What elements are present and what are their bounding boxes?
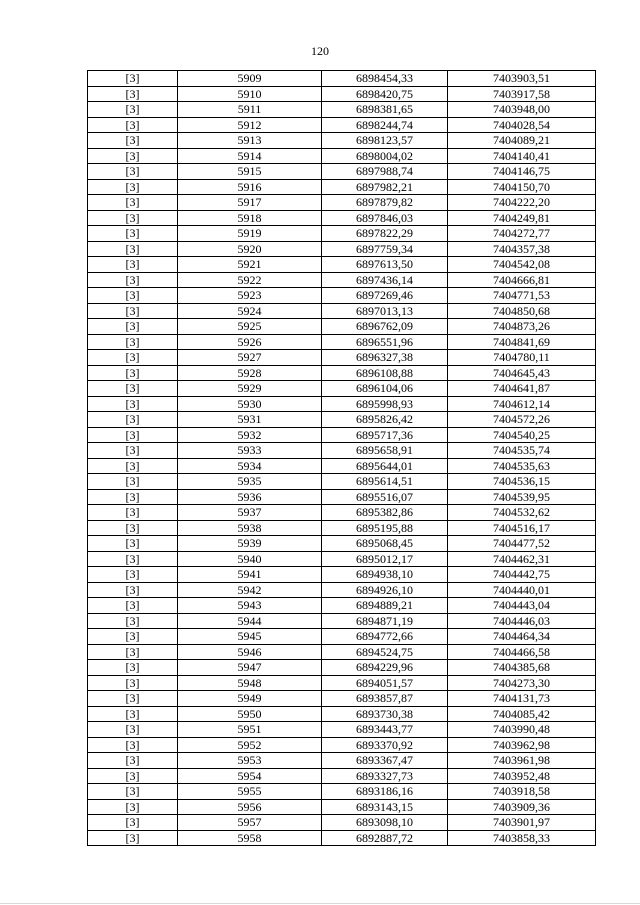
table-row — [88, 536, 596, 552]
y-coordinate-cell: 7404850,68 — [448, 303, 596, 319]
y-coordinate-cell: 7404464,34 — [448, 629, 596, 645]
table-row — [88, 117, 596, 133]
reference-cell: [3] — [88, 722, 178, 738]
point-number-cell: 5940 — [178, 551, 322, 567]
reference-cell: [3] — [88, 179, 178, 195]
x-coordinate-cell: 6897822,29 — [322, 226, 448, 242]
x-coordinate-cell: 6893443,77 — [322, 722, 448, 738]
y-coordinate-cell: 7404771,53 — [448, 288, 596, 304]
table-row — [88, 102, 596, 118]
reference-cell: [3] — [88, 784, 178, 800]
reference-cell: [3] — [88, 257, 178, 273]
x-coordinate-cell: 6896108,88 — [322, 365, 448, 381]
point-number-cell: 5939 — [178, 536, 322, 552]
point-number-cell: 5935 — [178, 474, 322, 490]
reference-cell: [3] — [88, 381, 178, 397]
y-coordinate-cell: 7404539,95 — [448, 489, 596, 505]
y-coordinate-cell: 7403948,00 — [448, 102, 596, 118]
y-coordinate-cell: 7404572,26 — [448, 412, 596, 428]
x-coordinate-cell: 6894524,75 — [322, 644, 448, 660]
x-coordinate-cell: 6894051,57 — [322, 675, 448, 691]
y-coordinate-cell: 7404645,43 — [448, 365, 596, 381]
reference-cell: [3] — [88, 396, 178, 412]
coordinates-table-body — [88, 71, 596, 846]
table-row — [88, 288, 596, 304]
table-row — [88, 319, 596, 335]
y-coordinate-cell: 7404841,69 — [448, 334, 596, 350]
table-row — [88, 195, 596, 211]
table-row — [88, 505, 596, 521]
y-coordinate-cell: 7404272,77 — [448, 226, 596, 242]
x-coordinate-cell: 6897982,21 — [322, 179, 448, 195]
point-number-cell: 5945 — [178, 629, 322, 645]
x-coordinate-cell: 6895998,93 — [322, 396, 448, 412]
coordinates-table — [87, 70, 596, 846]
point-number-cell: 5910 — [178, 86, 322, 102]
table-row — [88, 272, 596, 288]
x-coordinate-cell: 6895826,42 — [322, 412, 448, 428]
reference-cell: [3] — [88, 427, 178, 443]
y-coordinate-cell: 7403901,97 — [448, 815, 596, 831]
y-coordinate-cell: 7404641,87 — [448, 381, 596, 397]
reference-cell: [3] — [88, 334, 178, 350]
y-coordinate-cell: 7403962,98 — [448, 737, 596, 753]
point-number-cell: 5954 — [178, 768, 322, 784]
point-number-cell: 5928 — [178, 365, 322, 381]
point-number-cell: 5920 — [178, 241, 322, 257]
y-coordinate-cell: 7404532,62 — [448, 505, 596, 521]
x-coordinate-cell: 6895382,86 — [322, 505, 448, 521]
x-coordinate-cell: 6893730,38 — [322, 706, 448, 722]
y-coordinate-cell: 7404089,21 — [448, 133, 596, 149]
point-number-cell: 5953 — [178, 753, 322, 769]
table-row — [88, 660, 596, 676]
reference-cell: [3] — [88, 226, 178, 242]
x-coordinate-cell: 6894926,10 — [322, 582, 448, 598]
x-coordinate-cell: 6895614,51 — [322, 474, 448, 490]
x-coordinate-cell: 6893370,92 — [322, 737, 448, 753]
x-coordinate-cell: 6898420,75 — [322, 86, 448, 102]
y-coordinate-cell: 7404140,41 — [448, 148, 596, 164]
x-coordinate-cell: 6895516,07 — [322, 489, 448, 505]
point-number-cell: 5943 — [178, 598, 322, 614]
x-coordinate-cell: 6895717,36 — [322, 427, 448, 443]
table-row — [88, 815, 596, 831]
point-number-cell: 5925 — [178, 319, 322, 335]
table-row — [88, 582, 596, 598]
reference-cell: [3] — [88, 443, 178, 459]
x-coordinate-cell: 6896762,09 — [322, 319, 448, 335]
reference-cell: [3] — [88, 303, 178, 319]
x-coordinate-cell: 6895068,45 — [322, 536, 448, 552]
y-coordinate-cell: 7403990,48 — [448, 722, 596, 738]
reference-cell: [3] — [88, 86, 178, 102]
point-number-cell: 5932 — [178, 427, 322, 443]
table-row — [88, 303, 596, 319]
point-number-cell: 5942 — [178, 582, 322, 598]
table-row — [88, 71, 596, 87]
reference-cell: [3] — [88, 210, 178, 226]
y-coordinate-cell: 7404780,11 — [448, 350, 596, 366]
reference-cell: [3] — [88, 133, 178, 149]
point-number-cell: 5938 — [178, 520, 322, 536]
reference-cell: [3] — [88, 412, 178, 428]
point-number-cell: 5946 — [178, 644, 322, 660]
reference-cell: [3] — [88, 458, 178, 474]
x-coordinate-cell: 6893367,47 — [322, 753, 448, 769]
table-row — [88, 334, 596, 350]
x-coordinate-cell: 6893098,10 — [322, 815, 448, 831]
x-coordinate-cell: 6897988,74 — [322, 164, 448, 180]
point-number-cell: 5912 — [178, 117, 322, 133]
reference-cell: [3] — [88, 536, 178, 552]
x-coordinate-cell: 6897879,82 — [322, 195, 448, 211]
y-coordinate-cell: 7404477,52 — [448, 536, 596, 552]
table-row — [88, 458, 596, 474]
y-coordinate-cell: 7404222,20 — [448, 195, 596, 211]
reference-cell: [3] — [88, 660, 178, 676]
page-number: 120 — [311, 44, 329, 58]
reference-cell: [3] — [88, 768, 178, 784]
x-coordinate-cell: 6898454,33 — [322, 71, 448, 87]
x-coordinate-cell: 6893327,73 — [322, 768, 448, 784]
reference-cell: [3] — [88, 567, 178, 583]
point-number-cell: 5927 — [178, 350, 322, 366]
x-coordinate-cell: 6898123,57 — [322, 133, 448, 149]
table-row — [88, 210, 596, 226]
x-coordinate-cell: 6897013,13 — [322, 303, 448, 319]
x-coordinate-cell: 6897436,14 — [322, 272, 448, 288]
table-row — [88, 257, 596, 273]
table-row — [88, 133, 596, 149]
x-coordinate-cell: 6897269,46 — [322, 288, 448, 304]
y-coordinate-cell: 7404462,31 — [448, 551, 596, 567]
x-coordinate-cell: 6898244,74 — [322, 117, 448, 133]
y-coordinate-cell: 7404612,14 — [448, 396, 596, 412]
point-number-cell: 5913 — [178, 133, 322, 149]
y-coordinate-cell: 7404385,68 — [448, 660, 596, 676]
point-number-cell: 5958 — [178, 830, 322, 846]
reference-cell: [3] — [88, 365, 178, 381]
x-coordinate-cell: 6897613,50 — [322, 257, 448, 273]
reference-cell: [3] — [88, 350, 178, 366]
page-bottom-edge — [0, 903, 640, 904]
table-row — [88, 412, 596, 428]
reference-cell: [3] — [88, 489, 178, 505]
x-coordinate-cell: 6892887,72 — [322, 830, 448, 846]
reference-cell: [3] — [88, 598, 178, 614]
point-number-cell: 5909 — [178, 71, 322, 87]
x-coordinate-cell: 6895195,88 — [322, 520, 448, 536]
reference-cell: [3] — [88, 102, 178, 118]
reference-cell: [3] — [88, 799, 178, 815]
x-coordinate-cell: 6897759,34 — [322, 241, 448, 257]
table-row — [88, 179, 596, 195]
table-row — [88, 706, 596, 722]
point-number-cell: 5931 — [178, 412, 322, 428]
point-number-cell: 5919 — [178, 226, 322, 242]
y-coordinate-cell: 7404443,04 — [448, 598, 596, 614]
reference-cell: [3] — [88, 474, 178, 490]
y-coordinate-cell: 7403917,58 — [448, 86, 596, 102]
reference-cell: [3] — [88, 164, 178, 180]
table-row — [88, 474, 596, 490]
x-coordinate-cell: 6896327,38 — [322, 350, 448, 366]
x-coordinate-cell: 6894889,21 — [322, 598, 448, 614]
table-row — [88, 164, 596, 180]
point-number-cell: 5951 — [178, 722, 322, 738]
y-coordinate-cell: 7404466,58 — [448, 644, 596, 660]
x-coordinate-cell: 6894229,96 — [322, 660, 448, 676]
x-coordinate-cell: 6897846,03 — [322, 210, 448, 226]
table-row — [88, 675, 596, 691]
table-row — [88, 489, 596, 505]
y-coordinate-cell: 7404535,63 — [448, 458, 596, 474]
reference-cell: [3] — [88, 520, 178, 536]
x-coordinate-cell: 6893186,16 — [322, 784, 448, 800]
x-coordinate-cell: 6893857,87 — [322, 691, 448, 707]
reference-cell: [3] — [88, 675, 178, 691]
x-coordinate-cell: 6898004,02 — [322, 148, 448, 164]
table-row — [88, 613, 596, 629]
y-coordinate-cell: 7403909,36 — [448, 799, 596, 815]
reference-cell: [3] — [88, 288, 178, 304]
point-number-cell: 5952 — [178, 737, 322, 753]
table-row — [88, 520, 596, 536]
y-coordinate-cell: 7404249,81 — [448, 210, 596, 226]
table-row — [88, 443, 596, 459]
point-number-cell: 5948 — [178, 675, 322, 691]
table-row — [88, 396, 596, 412]
y-coordinate-cell: 7404273,30 — [448, 675, 596, 691]
x-coordinate-cell: 6894871,19 — [322, 613, 448, 629]
table-row — [88, 226, 596, 242]
y-coordinate-cell: 7403903,51 — [448, 71, 596, 87]
reference-cell: [3] — [88, 319, 178, 335]
point-number-cell: 5918 — [178, 210, 322, 226]
table-row — [88, 567, 596, 583]
x-coordinate-cell: 6895644,01 — [322, 458, 448, 474]
x-coordinate-cell: 6896551,96 — [322, 334, 448, 350]
y-coordinate-cell: 7404442,75 — [448, 567, 596, 583]
y-coordinate-cell: 7404536,15 — [448, 474, 596, 490]
y-coordinate-cell: 7404542,08 — [448, 257, 596, 273]
x-coordinate-cell: 6895012,17 — [322, 551, 448, 567]
reference-cell: [3] — [88, 241, 178, 257]
point-number-cell: 5947 — [178, 660, 322, 676]
reference-cell: [3] — [88, 815, 178, 831]
table-row — [88, 551, 596, 567]
table-row — [88, 722, 596, 738]
reference-cell: [3] — [88, 644, 178, 660]
point-number-cell: 5941 — [178, 567, 322, 583]
table-row — [88, 598, 596, 614]
reference-cell: [3] — [88, 830, 178, 846]
y-coordinate-cell: 7404535,74 — [448, 443, 596, 459]
point-number-cell: 5926 — [178, 334, 322, 350]
point-number-cell: 5917 — [178, 195, 322, 211]
point-number-cell: 5915 — [178, 164, 322, 180]
y-coordinate-cell: 7404540,25 — [448, 427, 596, 443]
table-row — [88, 365, 596, 381]
reference-cell: [3] — [88, 706, 178, 722]
y-coordinate-cell: 7404146,75 — [448, 164, 596, 180]
point-number-cell: 5934 — [178, 458, 322, 474]
reference-cell: [3] — [88, 71, 178, 87]
y-coordinate-cell: 7404357,38 — [448, 241, 596, 257]
point-number-cell: 5914 — [178, 148, 322, 164]
y-coordinate-cell: 7403961,98 — [448, 753, 596, 769]
x-coordinate-cell: 6898381,65 — [322, 102, 448, 118]
y-coordinate-cell: 7404516,17 — [448, 520, 596, 536]
point-number-cell: 5944 — [178, 613, 322, 629]
y-coordinate-cell: 7403918,58 — [448, 784, 596, 800]
reference-cell: [3] — [88, 582, 178, 598]
reference-cell: [3] — [88, 117, 178, 133]
point-number-cell: 5930 — [178, 396, 322, 412]
table-row — [88, 350, 596, 366]
table-row — [88, 381, 596, 397]
point-number-cell: 5929 — [178, 381, 322, 397]
reference-cell: [3] — [88, 148, 178, 164]
point-number-cell: 5922 — [178, 272, 322, 288]
reference-cell: [3] — [88, 272, 178, 288]
table-row — [88, 784, 596, 800]
table-row — [88, 737, 596, 753]
point-number-cell: 5924 — [178, 303, 322, 319]
table-row — [88, 148, 596, 164]
point-number-cell: 5933 — [178, 443, 322, 459]
point-number-cell: 5936 — [178, 489, 322, 505]
table-row — [88, 753, 596, 769]
table-row — [88, 241, 596, 257]
x-coordinate-cell: 6893143,15 — [322, 799, 448, 815]
reference-cell: [3] — [88, 195, 178, 211]
y-coordinate-cell: 7404085,42 — [448, 706, 596, 722]
x-coordinate-cell: 6894772,66 — [322, 629, 448, 645]
reference-cell: [3] — [88, 737, 178, 753]
x-coordinate-cell: 6895658,91 — [322, 443, 448, 459]
point-number-cell: 5957 — [178, 815, 322, 831]
table-row — [88, 830, 596, 846]
x-coordinate-cell: 6896104,06 — [322, 381, 448, 397]
point-number-cell: 5911 — [178, 102, 322, 118]
reference-cell: [3] — [88, 505, 178, 521]
y-coordinate-cell: 7404131,73 — [448, 691, 596, 707]
table-row — [88, 427, 596, 443]
y-coordinate-cell: 7404666,81 — [448, 272, 596, 288]
point-number-cell: 5916 — [178, 179, 322, 195]
y-coordinate-cell: 7403858,33 — [448, 830, 596, 846]
reference-cell: [3] — [88, 551, 178, 567]
table-row — [88, 768, 596, 784]
point-number-cell: 5923 — [178, 288, 322, 304]
reference-cell: [3] — [88, 629, 178, 645]
y-coordinate-cell: 7403952,48 — [448, 768, 596, 784]
point-number-cell: 5950 — [178, 706, 322, 722]
table-row — [88, 691, 596, 707]
point-number-cell: 5921 — [178, 257, 322, 273]
point-number-cell: 5956 — [178, 799, 322, 815]
table-row — [88, 644, 596, 660]
reference-cell: [3] — [88, 753, 178, 769]
x-coordinate-cell: 6894938,10 — [322, 567, 448, 583]
y-coordinate-cell: 7404150,70 — [448, 179, 596, 195]
table-row — [88, 86, 596, 102]
y-coordinate-cell: 7404446,03 — [448, 613, 596, 629]
table-row — [88, 799, 596, 815]
point-number-cell: 5937 — [178, 505, 322, 521]
reference-cell: [3] — [88, 613, 178, 629]
y-coordinate-cell: 7404873,26 — [448, 319, 596, 335]
y-coordinate-cell: 7404028,54 — [448, 117, 596, 133]
reference-cell: [3] — [88, 691, 178, 707]
y-coordinate-cell: 7404440,01 — [448, 582, 596, 598]
point-number-cell: 5949 — [178, 691, 322, 707]
table-row — [88, 629, 596, 645]
point-number-cell: 5955 — [178, 784, 322, 800]
